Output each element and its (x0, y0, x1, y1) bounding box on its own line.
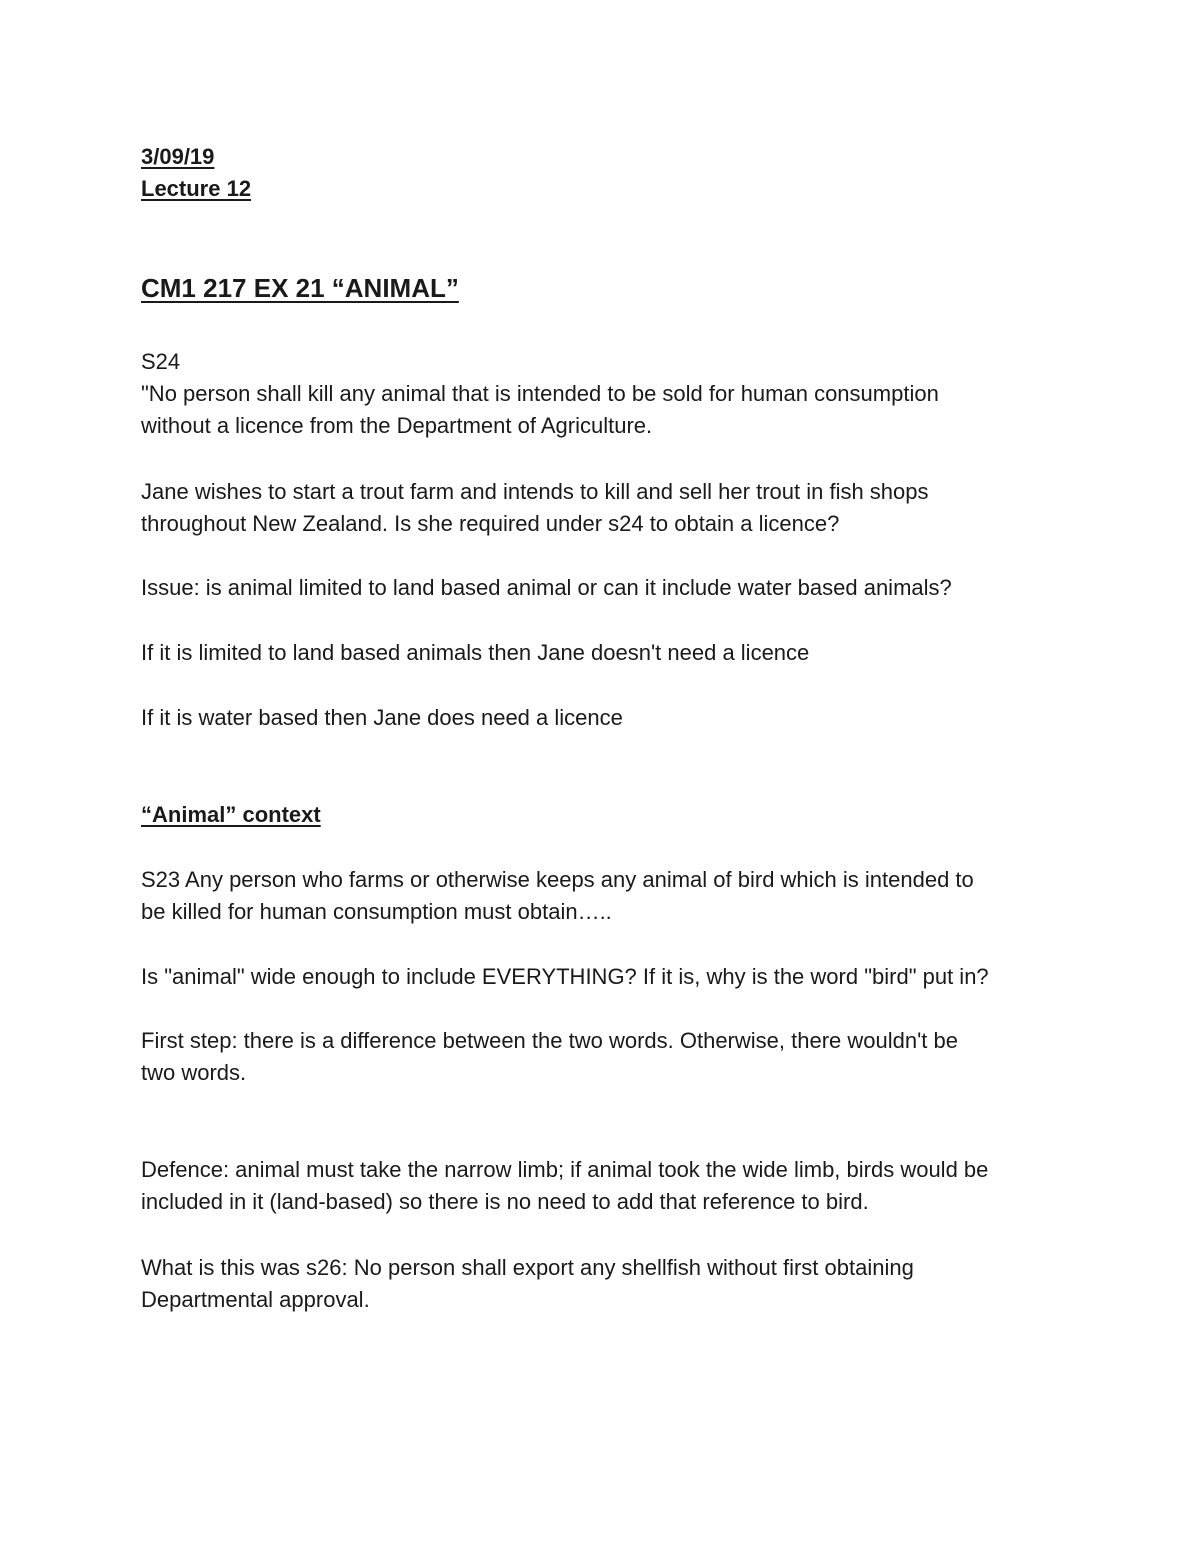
scenario-line-1: Jane wishes to start a trout farm and intends to kill and sell her trout in fish shops (141, 479, 929, 504)
s26-line-2: Departmental approval. (141, 1287, 370, 1312)
question-paragraph: Is "animal" wide enough to include EVERYTHING? If it is, why is the word "bird" put in? (141, 964, 989, 989)
s24-label: S24 (141, 349, 181, 374)
defence-line-1: Defence: animal must take the narrow limb; if animal took the wide limb, birds would be (141, 1157, 989, 1182)
defence-line-2: included in it (land-based) so there is no need to add that reference to bird. (141, 1189, 869, 1214)
s24-quote-line-1: "No person shall kill any animal that is intended to be sold for human consumption (141, 381, 939, 406)
water-based-paragraph: If it is water based then Jane does need a licence (141, 705, 623, 730)
lecture-date: 3/09/19 (141, 144, 215, 169)
issue-paragraph: Issue: is animal limited to land based animal or can it include water based animals? (141, 575, 952, 600)
first-step-line-2: two words. (141, 1060, 247, 1085)
page-title: CM1 217 EX 21 “ANIMAL” (141, 273, 459, 303)
s23-line-1: S23 Any person who farms or otherwise keeps any animal of bird which is intended to (141, 867, 974, 892)
land-based-paragraph: If it is limited to land based animals then Jane doesn't need a licence (141, 640, 810, 665)
context-heading: “Animal” context (141, 802, 321, 827)
s24-quote-line-2: without a licence from the Department of Agriculture. (141, 413, 653, 438)
scenario-line-2: throughout New Zealand. Is she required under s24 to obtain a licence? (141, 511, 840, 536)
lecture-number: Lecture 12 (141, 176, 252, 201)
first-step-line-1: First step: there is a difference between the two words. Otherwise, there wouldn't be (141, 1028, 958, 1053)
s26-line-1: What is this was s26: No person shall export any shellfish without first obtaining (141, 1255, 914, 1280)
s23-line-2: be killed for human consumption must obtain….. (141, 899, 612, 924)
